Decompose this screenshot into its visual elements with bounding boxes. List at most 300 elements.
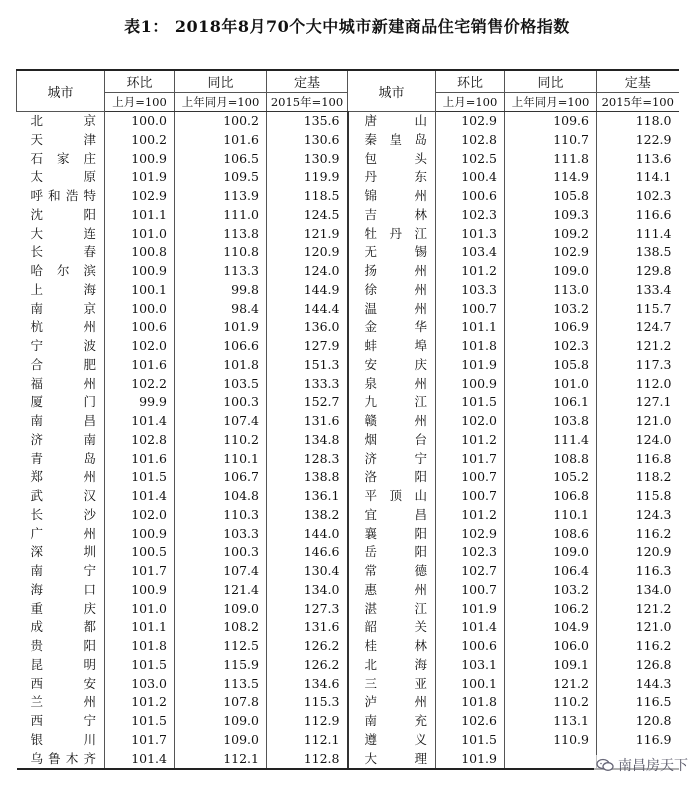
right-mom-cell: 100.6	[436, 637, 505, 656]
right-fixed-cell: 124.3	[597, 506, 679, 525]
right-city-cell: 锦州	[348, 187, 436, 206]
left-city-cell: 银川	[30, 731, 96, 747]
left-yoy-cell: 104.8	[175, 487, 267, 506]
right-fixed-cell: 120.8	[597, 712, 679, 731]
left-mom-cell: 101.8	[105, 637, 175, 656]
table-row	[17, 750, 679, 770]
right-yoy-cell: 105.8	[505, 187, 597, 206]
table-row	[17, 412, 679, 431]
right-fixed-cell: 116.2	[597, 637, 679, 656]
left-mom-cell: 101.9	[105, 168, 175, 187]
right-mom-cell: 103.3	[436, 281, 505, 300]
right-fixed-cell: 118.0	[597, 112, 679, 131]
left-yoy-cell: 110.2	[175, 431, 267, 450]
right-fixed-cell: 116.5	[597, 693, 679, 712]
table-row	[17, 562, 679, 581]
table-row	[17, 150, 679, 169]
table-row	[17, 168, 679, 187]
right-mom-cell: 100.7	[436, 468, 505, 487]
left-city-cell: 石家庄	[30, 150, 96, 166]
right-fixed-cell: 138.5	[597, 243, 679, 262]
right-fixed-cell: 121.0	[597, 412, 679, 431]
left-city-cell: 长春	[30, 244, 96, 260]
left-fixed-cell: 134.8	[267, 431, 348, 450]
left-city-cell: 武汉	[30, 488, 96, 503]
header-city-right: 城市	[348, 70, 436, 112]
left-city-cell: 长沙	[30, 506, 96, 522]
table-row	[17, 525, 679, 544]
right-mom-cell: 102.0	[436, 412, 505, 431]
left-mom-cell: 101.0	[105, 600, 175, 619]
right-mom-cell: 101.7	[436, 450, 505, 469]
right-yoy-cell: 108.8	[505, 450, 597, 469]
right-mom-cell: 100.7	[436, 300, 505, 319]
right-mom-cell: 102.6	[436, 712, 505, 731]
left-mom-cell: 102.2	[105, 375, 175, 394]
right-city-cell: 烟台	[348, 431, 436, 450]
table-row	[17, 543, 679, 562]
left-yoy-cell: 106.7	[175, 468, 267, 487]
right-city-cell: 金华	[348, 318, 436, 337]
right-yoy-cell: 103.2	[505, 300, 597, 319]
table-row	[17, 337, 679, 356]
right-city-cell: 扬州	[348, 262, 436, 281]
right-city-cell: 赣州	[348, 412, 436, 431]
right-fixed-cell: 120.9	[597, 543, 679, 562]
right-fixed-cell: 121.2	[597, 337, 679, 356]
table-row	[17, 693, 679, 712]
left-fixed-cell: 138.2	[267, 506, 348, 525]
left-mom-cell: 101.4	[105, 412, 175, 431]
right-city-cell: 南充	[348, 712, 436, 731]
right-city-cell: 济宁	[348, 450, 436, 469]
left-fixed-cell: 115.3	[267, 693, 348, 712]
table-row	[17, 262, 679, 281]
left-yoy-cell: 103.5	[175, 375, 267, 394]
right-yoy-cell: 104.9	[505, 618, 597, 637]
right-city-cell: 北海	[348, 656, 436, 675]
left-fixed-cell: 144.4	[267, 300, 348, 319]
right-yoy-cell: 103.8	[505, 412, 597, 431]
header-yoy-base-right: 上年同月=100	[505, 93, 597, 112]
left-fixed-cell: 133.3	[267, 375, 348, 394]
right-mom-cell: 102.3	[436, 206, 505, 225]
right-city-cell: 湛江	[348, 600, 436, 619]
header-fixed-left: 定基	[267, 70, 348, 93]
right-fixed-cell: 127.1	[597, 393, 679, 412]
left-yoy-cell: 109.0	[175, 712, 267, 731]
left-fixed-cell: 135.6	[267, 112, 348, 131]
table-row	[17, 243, 679, 262]
right-yoy-cell: 109.0	[505, 262, 597, 281]
left-fixed-cell: 130.4	[267, 562, 348, 581]
table-row	[17, 712, 679, 731]
right-fixed-cell: 115.8	[597, 487, 679, 506]
left-mom-cell: 101.5	[105, 712, 175, 731]
right-mom-cell: 103.4	[436, 243, 505, 262]
right-yoy-cell: 106.9	[505, 318, 597, 337]
right-mom-cell: 102.3	[436, 543, 505, 562]
left-mom-cell: 100.9	[105, 525, 175, 544]
left-yoy-cell: 107.8	[175, 693, 267, 712]
right-yoy-cell: 111.4	[505, 431, 597, 450]
table-row	[17, 656, 679, 675]
right-mom-cell: 101.8	[436, 337, 505, 356]
left-yoy-cell: 106.6	[175, 337, 267, 356]
left-city-cell: 呼和浩特	[30, 188, 96, 203]
right-city-cell: 襄阳	[348, 525, 436, 544]
right-fixed-cell: 121.0	[597, 618, 679, 637]
right-city-cell: 三亚	[348, 675, 436, 694]
right-yoy-cell: 106.8	[505, 487, 597, 506]
right-city-cell: 桂林	[348, 637, 436, 656]
header-fixed-base-right: 2015年=100	[597, 93, 679, 112]
right-fixed-cell: 114.1	[597, 168, 679, 187]
left-city-cell: 哈尔滨	[30, 263, 96, 278]
right-fixed-cell: 144.3	[597, 675, 679, 694]
right-yoy-cell: 106.4	[505, 562, 597, 581]
right-yoy-cell	[505, 750, 597, 770]
header-fixed-right: 定基	[597, 70, 679, 93]
left-yoy-cell: 100.2	[175, 112, 267, 131]
right-fixed-cell: 116.3	[597, 562, 679, 581]
left-fixed-cell: 134.0	[267, 581, 348, 600]
left-yoy-cell: 112.1	[175, 750, 267, 770]
left-fixed-cell: 152.7	[267, 393, 348, 412]
left-mom-cell: 101.5	[105, 468, 175, 487]
left-fixed-cell: 138.8	[267, 468, 348, 487]
right-mom-cell: 101.1	[436, 318, 505, 337]
right-mom-cell: 101.9	[436, 600, 505, 619]
right-yoy-cell: 109.6	[505, 112, 597, 131]
left-yoy-cell: 100.3	[175, 543, 267, 562]
right-yoy-cell: 101.0	[505, 375, 597, 394]
table-row	[17, 675, 679, 694]
table-row	[17, 112, 679, 131]
left-fixed-cell: 127.3	[267, 600, 348, 619]
left-city-cell: 深圳	[30, 544, 96, 560]
left-fixed-cell: 126.2	[267, 637, 348, 656]
left-yoy-cell: 111.0	[175, 206, 267, 225]
left-fixed-cell: 136.1	[267, 487, 348, 506]
left-yoy-cell: 106.5	[175, 150, 267, 169]
table-row	[17, 581, 679, 600]
right-yoy-cell: 106.1	[505, 393, 597, 412]
left-city-cell: 济南	[30, 431, 96, 447]
left-mom-cell: 100.0	[105, 112, 175, 131]
left-yoy-cell: 99.8	[175, 281, 267, 300]
left-yoy-cell: 100.3	[175, 393, 267, 412]
right-mom-cell: 101.3	[436, 225, 505, 244]
right-mom-cell: 101.2	[436, 431, 505, 450]
left-fixed-cell: 121.9	[267, 225, 348, 244]
left-fixed-cell: 136.0	[267, 318, 348, 337]
right-city-cell: 遵义	[348, 731, 436, 750]
right-city-cell: 丹东	[348, 168, 436, 187]
right-fixed-cell: 126.8	[597, 656, 679, 675]
table-row	[17, 318, 679, 337]
right-city-cell: 唐山	[348, 112, 436, 131]
right-mom-cell: 100.6	[436, 187, 505, 206]
right-city-cell: 岳阳	[348, 543, 436, 562]
right-fixed-cell: 133.4	[597, 281, 679, 300]
right-mom-cell: 101.8	[436, 693, 505, 712]
left-fixed-cell: 124.5	[267, 206, 348, 225]
left-fixed-cell: 126.2	[267, 656, 348, 675]
left-fixed-cell: 130.6	[267, 131, 348, 150]
right-mom-cell: 101.2	[436, 262, 505, 281]
left-mom-cell: 100.1	[105, 281, 175, 300]
right-city-cell: 常德	[348, 562, 436, 581]
table-row	[17, 731, 679, 750]
left-city-cell: 昆明	[30, 656, 96, 672]
left-yoy-cell: 107.4	[175, 562, 267, 581]
left-city-cell: 福州	[30, 375, 96, 391]
left-city-cell: 合肥	[30, 356, 96, 372]
right-mom-cell: 101.9	[436, 750, 505, 770]
right-mom-cell: 100.9	[436, 375, 505, 394]
right-yoy-cell: 113.1	[505, 712, 597, 731]
left-yoy-cell: 110.3	[175, 506, 267, 525]
right-fixed-cell: 113.6	[597, 150, 679, 169]
right-fixed-cell: 102.3	[597, 187, 679, 206]
left-mom-cell: 101.4	[105, 487, 175, 506]
table-row	[17, 131, 679, 150]
header-yoy-right: 同比	[505, 70, 597, 93]
table-title: 表1： 2018年8月70个大中城市新建商品住宅销售价格指数	[124, 17, 570, 36]
right-yoy-cell: 105.2	[505, 468, 597, 487]
right-yoy-cell: 102.3	[505, 337, 597, 356]
right-yoy-cell: 102.9	[505, 243, 597, 262]
right-yoy-cell: 103.2	[505, 581, 597, 600]
right-mom-cell: 101.9	[436, 356, 505, 375]
table-row	[17, 637, 679, 656]
left-mom-cell: 101.7	[105, 731, 175, 750]
table-row	[17, 393, 679, 412]
left-yoy-cell: 110.1	[175, 450, 267, 469]
left-yoy-cell: 121.4	[175, 581, 267, 600]
right-fixed-cell: 118.2	[597, 468, 679, 487]
right-city-cell: 泸州	[348, 693, 436, 712]
right-yoy-cell: 110.9	[505, 731, 597, 750]
right-fixed-cell: 129.8	[597, 262, 679, 281]
left-fixed-cell: 134.6	[267, 675, 348, 694]
right-yoy-cell: 109.1	[505, 656, 597, 675]
right-city-cell: 牡丹江	[348, 225, 436, 244]
right-yoy-cell: 110.7	[505, 131, 597, 150]
table-row	[17, 375, 679, 394]
right-fixed-cell: 117.3	[597, 356, 679, 375]
left-yoy-cell: 113.8	[175, 225, 267, 244]
left-mom-cell: 103.0	[105, 675, 175, 694]
right-city-cell: 平顶山	[348, 487, 436, 506]
right-city-cell: 无锡	[348, 243, 436, 262]
left-city-cell: 青岛	[30, 450, 96, 466]
left-yoy-cell: 110.8	[175, 243, 267, 262]
right-city-cell: 包头	[348, 150, 436, 169]
right-mom-cell: 101.5	[436, 393, 505, 412]
table-row	[17, 206, 679, 225]
header-yoy-left: 同比	[175, 70, 267, 93]
left-mom-cell: 101.4	[105, 750, 175, 770]
right-mom-cell: 102.8	[436, 131, 505, 150]
left-city-cell: 兰州	[30, 694, 96, 710]
left-mom-cell: 101.6	[105, 356, 175, 375]
watermark	[594, 755, 690, 775]
table-row	[17, 487, 679, 506]
right-city-cell: 大理	[348, 750, 436, 770]
right-fixed-cell: 124.0	[597, 431, 679, 450]
right-city-cell: 徐州	[348, 281, 436, 300]
right-fixed-cell: 124.7	[597, 318, 679, 337]
right-yoy-cell: 110.2	[505, 693, 597, 712]
right-mom-cell: 101.4	[436, 618, 505, 637]
table-row	[17, 506, 679, 525]
left-city-cell: 乌鲁木齐	[17, 750, 105, 770]
left-city-cell: 大连	[30, 225, 96, 241]
left-fixed-cell: 119.9	[267, 168, 348, 187]
right-mom-cell: 102.9	[436, 525, 505, 544]
left-yoy-cell: 113.9	[175, 187, 267, 206]
left-mom-cell: 102.8	[105, 431, 175, 450]
left-mom-cell: 101.1	[105, 618, 175, 637]
right-city-cell: 蚌埠	[348, 337, 436, 356]
watermark-text: 南昌房天下	[618, 758, 688, 774]
left-yoy-cell: 112.5	[175, 637, 267, 656]
right-mom-cell: 100.7	[436, 487, 505, 506]
left-mom-cell: 100.9	[105, 150, 175, 169]
right-yoy-cell: 108.6	[505, 525, 597, 544]
right-city-cell: 宜昌	[348, 506, 436, 525]
price-index-table	[16, 69, 679, 770]
left-mom-cell: 100.5	[105, 543, 175, 562]
left-fixed-cell: 131.6	[267, 412, 348, 431]
left-city-cell: 宁波	[30, 338, 96, 353]
left-city-cell: 南昌	[30, 413, 96, 428]
right-city-cell: 洛阳	[348, 468, 436, 487]
left-yoy-cell: 101.9	[175, 318, 267, 337]
left-city-cell: 西宁	[30, 713, 96, 728]
left-city-cell: 沈阳	[30, 206, 96, 222]
left-city-cell: 成都	[30, 619, 96, 635]
right-mom-cell: 100.4	[436, 168, 505, 187]
left-fixed-cell: 120.9	[267, 243, 348, 262]
table-row	[17, 356, 679, 375]
header-yoy-base-left: 上年同月=100	[175, 93, 267, 112]
left-mom-cell: 101.5	[105, 656, 175, 675]
right-yoy-cell: 121.2	[505, 675, 597, 694]
right-city-cell: 韶关	[348, 618, 436, 637]
left-city-cell: 南京	[30, 300, 96, 316]
left-city-cell: 西安	[30, 675, 96, 691]
left-yoy-cell: 98.4	[175, 300, 267, 319]
right-city-cell: 九江	[348, 393, 436, 412]
left-mom-cell: 101.0	[105, 225, 175, 244]
left-fixed-cell: 112.9	[267, 712, 348, 731]
header-mom-base-left: 上月=100	[105, 93, 175, 112]
wechat-bubble-icon	[596, 758, 614, 772]
header-mom-left: 环比	[105, 70, 175, 93]
left-city-cell: 太原	[30, 169, 96, 185]
right-city-cell: 惠州	[348, 581, 436, 600]
left-city-cell: 上海	[30, 281, 96, 297]
right-city-cell: 吉林	[348, 206, 436, 225]
left-mom-cell: 100.6	[105, 318, 175, 337]
right-fixed-cell: 116.9	[597, 731, 679, 750]
left-mom-cell: 102.9	[105, 187, 175, 206]
left-yoy-cell: 115.9	[175, 656, 267, 675]
right-fixed-cell: 134.0	[597, 581, 679, 600]
left-mom-cell: 100.9	[105, 262, 175, 281]
left-city-cell: 南宁	[30, 563, 96, 578]
header-mom-right: 环比	[436, 70, 505, 93]
left-yoy-cell: 113.3	[175, 262, 267, 281]
right-yoy-cell: 106.2	[505, 600, 597, 619]
left-yoy-cell: 113.5	[175, 675, 267, 694]
right-yoy-cell: 114.9	[505, 168, 597, 187]
right-yoy-cell: 113.0	[505, 281, 597, 300]
table-row	[17, 468, 679, 487]
right-fixed-cell: 111.4	[597, 225, 679, 244]
left-mom-cell: 102.0	[105, 506, 175, 525]
left-yoy-cell: 101.6	[175, 131, 267, 150]
left-fixed-cell: 112.1	[267, 731, 348, 750]
right-city-cell: 安庆	[348, 356, 436, 375]
left-yoy-cell: 109.0	[175, 600, 267, 619]
right-fixed-cell: 116.8	[597, 450, 679, 469]
right-mom-cell: 100.1	[436, 675, 505, 694]
left-yoy-cell: 108.2	[175, 618, 267, 637]
left-yoy-cell: 107.4	[175, 412, 267, 431]
left-fixed-cell: 124.0	[267, 262, 348, 281]
table-row	[17, 225, 679, 244]
left-fixed-cell: 128.3	[267, 450, 348, 469]
right-mom-cell: 100.7	[436, 581, 505, 600]
right-city-cell: 温州	[348, 300, 436, 319]
right-fixed-cell: 115.7	[597, 300, 679, 319]
left-mom-cell: 101.6	[105, 450, 175, 469]
left-fixed-cell: 131.6	[267, 618, 348, 637]
left-mom-cell: 99.9	[105, 393, 175, 412]
left-yoy-cell: 101.8	[175, 356, 267, 375]
left-mom-cell: 101.2	[105, 693, 175, 712]
right-mom-cell: 101.2	[436, 506, 505, 525]
right-fixed-cell: 122.9	[597, 131, 679, 150]
left-city-cell: 厦门	[30, 394, 96, 410]
left-fixed-cell: 130.9	[267, 150, 348, 169]
table-row	[17, 618, 679, 637]
left-mom-cell: 102.0	[105, 337, 175, 356]
table-row	[17, 187, 679, 206]
left-mom-cell: 101.1	[105, 206, 175, 225]
table-row	[17, 300, 679, 319]
left-yoy-cell: 109.0	[175, 731, 267, 750]
right-yoy-cell: 109.3	[505, 206, 597, 225]
table-row	[17, 281, 679, 300]
left-fixed-cell: 151.3	[267, 356, 348, 375]
right-yoy-cell: 109.2	[505, 225, 597, 244]
left-mom-cell: 100.9	[105, 581, 175, 600]
left-fixed-cell: 144.9	[267, 281, 348, 300]
header-mom-base-right: 上月=100	[436, 93, 505, 112]
left-city-cell: 海口	[30, 581, 96, 597]
right-fixed-cell: 112.0	[597, 375, 679, 394]
left-fixed-cell: 118.5	[267, 187, 348, 206]
left-city-cell: 北京	[30, 113, 96, 128]
right-yoy-cell: 111.8	[505, 150, 597, 169]
right-mom-cell: 103.1	[436, 656, 505, 675]
left-city-cell: 郑州	[30, 469, 96, 485]
